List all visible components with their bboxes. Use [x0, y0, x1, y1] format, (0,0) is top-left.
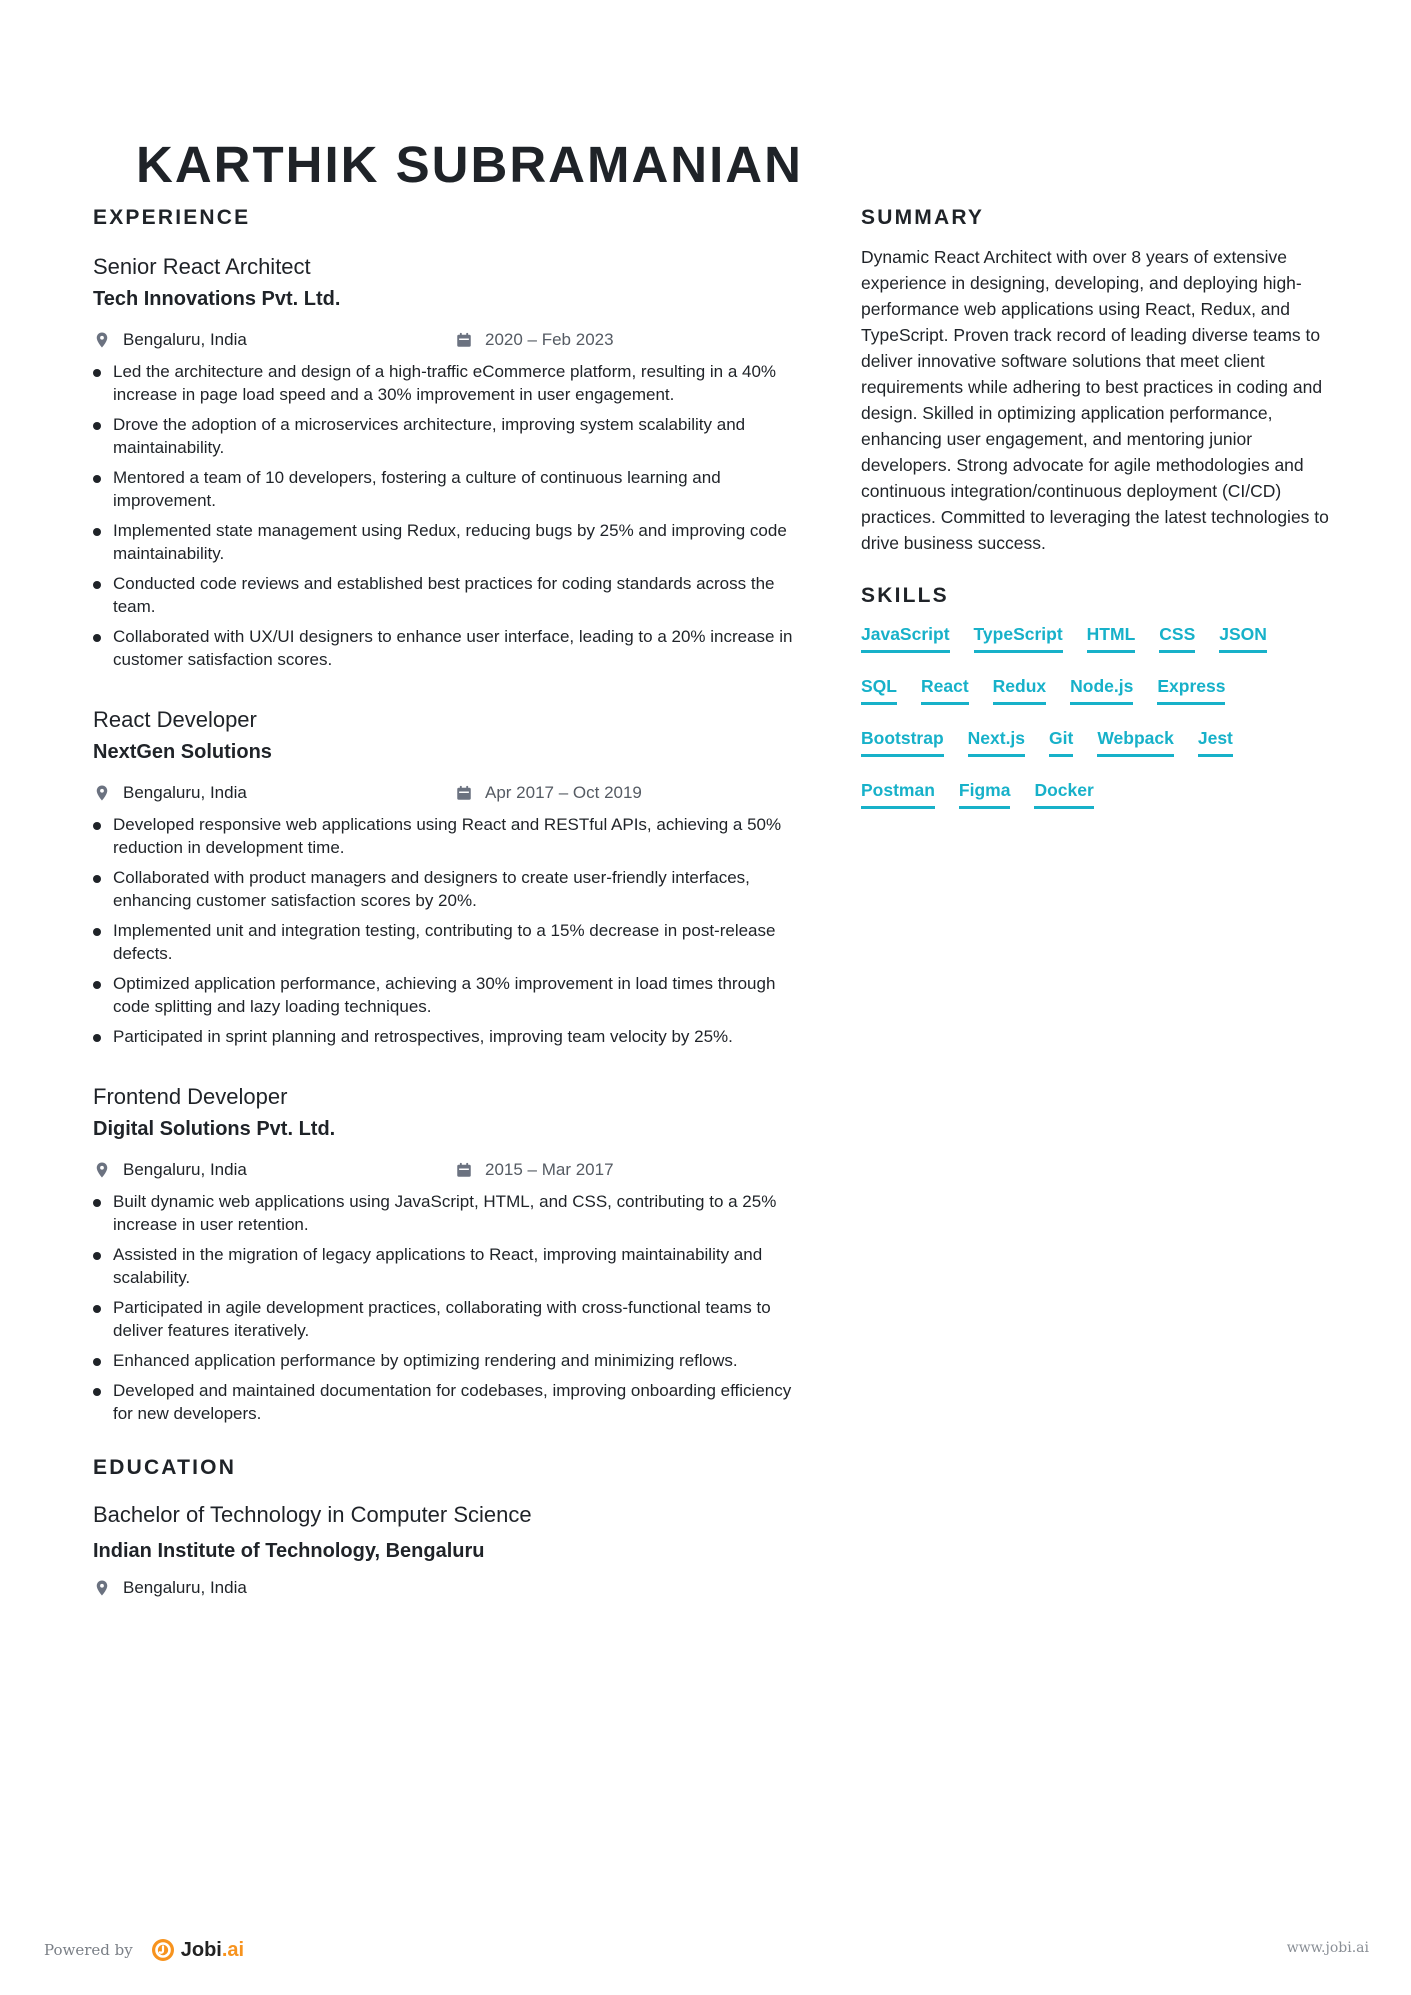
education-location [93, 1574, 247, 1602]
job-meta [93, 779, 803, 807]
job-bullet: Built dynamic web applications using JavaScript, HTML, and CSS, contributing to a 25% increase in user retention. [93, 1190, 803, 1236]
job-bullet: Drove the adoption of a microservices architecture, improving system scalability and maintainability. [93, 413, 803, 459]
job-location [93, 326, 247, 354]
skill-tag: Docker [1034, 778, 1093, 809]
job-meta [93, 326, 803, 354]
skill-tag: Redux [993, 674, 1046, 705]
job-title: React Developer [93, 707, 257, 732]
map-pin-icon [93, 331, 111, 349]
job-bullets [93, 813, 803, 1048]
skill-tag: Postman [861, 778, 935, 809]
skill-tag: Node.js [1070, 674, 1133, 705]
job-title: Frontend Developer [93, 1084, 288, 1109]
calendar-icon [455, 331, 473, 349]
education-section [93, 1456, 803, 1602]
job-bullet: Developed responsive web applications using React and RESTful APIs, achieving a 50% reduction in development time. [93, 813, 803, 859]
job-dates-text: 2015 – Mar 2017 [485, 1160, 614, 1179]
experience-item [93, 1082, 803, 1425]
brand-name [181, 1939, 244, 1962]
job-bullet: Led the architecture and design of a high-traffic eCommerce platform, resulting in a 40% increase in page load speed and a 30% improvement in user engagement. [93, 360, 803, 406]
job-dates [455, 779, 642, 807]
job-meta [93, 1156, 803, 1184]
job-bullets [93, 360, 803, 671]
map-pin-icon [93, 1161, 111, 1179]
job-bullet: Developed and maintained documentation for codebases, improving onboarding efficiency for new developers. [93, 1379, 803, 1425]
job-location-text: Bengaluru, India [123, 330, 247, 349]
job-location [93, 1156, 247, 1184]
calendar-icon [455, 784, 473, 802]
powered-by-label: Powered by [44, 1941, 133, 1959]
job-location-text: Bengaluru, India [123, 783, 247, 802]
skill-tag: JSON [1219, 622, 1267, 653]
skill-tag: Next.js [968, 726, 1025, 757]
footer-website-link[interactable]: www.jobi.ai [1286, 1940, 1369, 1956]
skill-tag: Jest [1198, 726, 1233, 757]
experience-heading: EXPERIENCE [93, 206, 251, 229]
jobi-logo-icon [151, 1938, 175, 1962]
job-location-text: Bengaluru, India [123, 1160, 247, 1179]
skill-tag: JavaScript [861, 622, 950, 653]
skill-tag: Git [1049, 726, 1073, 757]
candidate-name: KARTHIK SUBRAMANIAN [136, 136, 803, 184]
job-dates [455, 1156, 614, 1184]
job-bullet: Collaborated with product managers and designers to create user-friendly interfaces, enhancing customer satisfaction scores by 20%. [93, 866, 803, 912]
job-dates-text: 2020 – Feb 2023 [485, 330, 614, 349]
skills-list [861, 622, 1331, 830]
left-column [93, 206, 803, 1602]
skill-tag: Bootstrap [861, 726, 944, 757]
brand-accent: .ai [221, 1938, 245, 1961]
skill-tag: SQL [861, 674, 897, 705]
skill-tag: Express [1157, 674, 1225, 705]
right-column [861, 206, 1331, 830]
experience-list [93, 252, 803, 1425]
job-bullet: Enhanced application performance by optimizing rendering and minimizing reflows. [93, 1349, 803, 1372]
job-bullet: Participated in agile development practices, collaborating with cross-functional teams to deliver features iteratively. [93, 1296, 803, 1342]
job-company: NextGen Solutions [93, 741, 272, 763]
job-bullet: Implemented state management using Redux, reducing bugs by 25% and improving code maintainability. [93, 519, 803, 565]
job-dates-text: Apr 2017 – Oct 2019 [485, 783, 642, 802]
job-bullet: Implemented unit and integration testing, contributing to a 15% decrease in post-release defects. [93, 919, 803, 965]
skill-tag: HTML [1087, 622, 1136, 653]
skill-tag: TypeScript [974, 622, 1063, 653]
education-degree: Bachelor of Technology in Computer Science [93, 1502, 532, 1527]
job-bullet: Mentored a team of 10 developers, fostering a culture of continuous learning and improvement. [93, 466, 803, 512]
job-bullet: Conducted code reviews and established best practices for coding standards across the team. [93, 572, 803, 618]
map-pin-icon [93, 1579, 111, 1597]
footer-powered-by [44, 1938, 244, 1962]
summary-heading: SUMMARY [861, 206, 985, 229]
education-school: Indian Institute of Technology, Bengaluru [93, 1540, 485, 1562]
skill-tag: Webpack [1097, 726, 1174, 757]
job-bullet: Collaborated with UX/UI designers to enhance user interface, leading to a 20% increase in customer satisfaction scores. [93, 625, 803, 671]
skill-tag: Figma [959, 778, 1011, 809]
skills-heading: SKILLS [861, 584, 949, 607]
skill-tag: CSS [1159, 622, 1195, 653]
job-bullet: Participated in sprint planning and retrospectives, improving team velocity by 25%. [93, 1025, 803, 1048]
job-location [93, 779, 247, 807]
summary-text: Dynamic React Architect with over 8 years of extensive experience in designing, developing, and deploying high-performance web applications using React, Redux, and TypeScript. Proven track record of leading diverse teams to deliver innovative software solutions that meet client requirements while adhering to best practices in coding and design. Skilled in optimizing application performance, enhancing user engagement, and mentoring junior developers. Strong advocate for agile methodologies and continuous integration/continuous deployment (CI/CD) practices. Committed to leveraging the latest technologies to drive business success. [861, 247, 1329, 553]
experience-item [93, 705, 803, 1048]
calendar-icon [455, 1161, 473, 1179]
map-pin-icon [93, 784, 111, 802]
skill-tag: React [921, 674, 969, 705]
job-company: Digital Solutions Pvt. Ltd. [93, 1118, 336, 1140]
job-dates [455, 326, 614, 354]
brand-main: Jobi [180, 1938, 222, 1961]
job-bullet: Assisted in the migration of legacy applications to React, improving maintainability and scalability. [93, 1243, 803, 1289]
jobi-brand[interactable] [151, 1938, 244, 1962]
job-company: Tech Innovations Pvt. Ltd. [93, 288, 341, 310]
job-title: Senior React Architect [93, 254, 311, 279]
education-location-text: Bengaluru, India [123, 1578, 247, 1597]
education-heading: EDUCATION [93, 1456, 237, 1479]
job-bullets [93, 1190, 803, 1425]
job-bullet: Optimized application performance, achieving a 30% improvement in load times through code splitting and lazy loading techniques. [93, 972, 803, 1018]
experience-item [93, 252, 803, 671]
education-meta [93, 1574, 803, 1602]
